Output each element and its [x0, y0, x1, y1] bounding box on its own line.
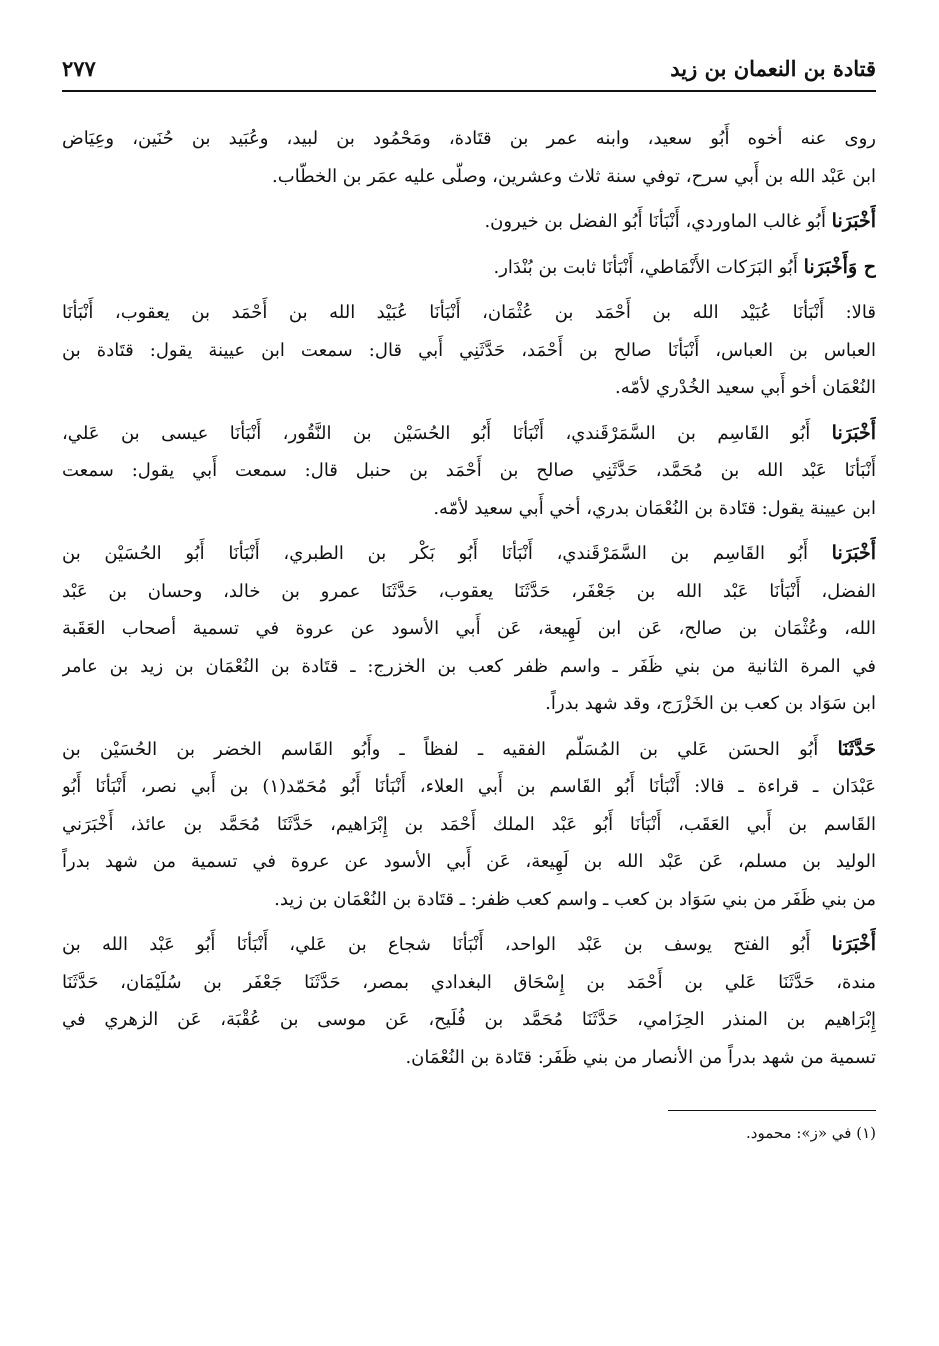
line-text: قالا: أَنْبَأنَا عُبَيْد الله بن أَحْمَد بن عُثْمَان، أَنْبَأنَا عُبَيْد الله بن أَحْمَد بن يعقوب، أَنْبَأنَا — [62, 302, 876, 323]
paragraph — [62, 120, 876, 195]
paragraph-gap — [62, 407, 876, 415]
text-line — [62, 685, 876, 723]
line-text: الله، وعُثْمَان بن صالح، عَن ابن لَهِيعة، عَن أَبي الأسود عن عروة في تسمية أصحاب العَقَبة — [62, 618, 876, 639]
paragraph-gap — [62, 918, 876, 926]
paragraph — [62, 249, 876, 287]
text-line — [62, 731, 876, 769]
text-line — [62, 806, 876, 844]
text-line — [62, 768, 876, 806]
line-text: أَبُو القَاسِم بن السَّمَرْقَندي، أَنْبَأنَا أَبُو بَكْر بن الطبري، أَنْبَأنَا أَبُو الحُسَيْن بن — [62, 543, 832, 564]
page-body — [62, 120, 876, 1076]
text-line — [62, 1001, 876, 1039]
line-text: النُعْمَان أخو أَبي سعيد الخُدْري لأمّه. — [614, 377, 876, 398]
line-text: أَبُو الفتح يوسف بن عَبْد الواحد، أَنْبَأنَا شجاع بن عَلي، أَنْبَأنَا أَبُو عَبْد الله بن — [62, 934, 832, 955]
text-line — [62, 964, 876, 1002]
text-line — [62, 1039, 876, 1077]
text-line — [62, 881, 876, 919]
paragraph — [62, 415, 876, 528]
isnad-keyword: ح وَأَخْبَرَنا — [803, 255, 876, 278]
paragraph-gap — [62, 195, 876, 203]
line-text: الفضل، أَنْبَأنَا عَبْد الله بن جَعْفَر، حَدَّثَنَا يعقوب، حَدَّثَنَا عمرو بن خالد، وحسان بن عَبْد — [62, 580, 876, 602]
book-page — [62, 52, 876, 1145]
running-title: قتادة بن النعمان بن زيد — [670, 56, 876, 81]
isnad-keyword: حَدَّثَنَا — [837, 737, 876, 760]
text-line — [62, 610, 876, 648]
text-line — [62, 369, 876, 407]
footnote-separator — [668, 1110, 876, 1111]
paragraph-gap — [62, 241, 876, 249]
isnad-keyword: أَخْبَرَنا — [831, 421, 876, 444]
isnad-keyword: أَخْبَرَنا — [831, 933, 876, 955]
line-text: إِبْرَاهيم بن المنذر الحِزَامي، حَدَّثَنَا مُحَمَّد بن فُلَيح، عَن موسى بن عُقْبَة، عَن الزهري في — [62, 1009, 876, 1030]
text-line — [62, 452, 876, 490]
line-text: من بني ظَفَر من بني سَوَاد بن كعب ـ واسم كعب ظفر: ـ قتَادة بن النُعْمَان بن زيد. — [274, 888, 876, 910]
text-line — [62, 120, 876, 158]
text-line — [62, 332, 876, 370]
isnad-keyword: أَخْبَرَنا — [831, 542, 876, 564]
page-header — [62, 52, 876, 92]
line-text: أَبُو الحسَن عَلي بن المُسَلّم الفقيه ـ لفظاً ـ وأَبُو القَاسم الخضر بن الحُسَيْن بن — [62, 738, 838, 760]
line-text: ابن سَوَاد بن كعب بن الخَزْرَج، وقد شهد بدراً. — [545, 693, 876, 714]
page-number: ٢٧٧ — [62, 56, 96, 81]
line-text: ابن عيينة يقول: قتَادة بن النُعْمَان بدري، أخي أَبي سعيد لأمّه. — [433, 497, 876, 519]
line-text: في المرة الثانية من بني ظَفَر ـ واسم ظفر كعب بن الخزرج: ـ قتَادة بن النُعْمَان بن زيد بن عامر — [62, 655, 876, 677]
line-text: القَاسم بن أَبي العَقَب، أَنْبَأنَا أَبُو عَبْد الملك أَحْمَد بن إِبْرَاهيم، حَدَّثَنَا مُحَمَّد بن عائذ، أَخْبَرَني — [62, 813, 876, 835]
text-line — [62, 926, 876, 964]
text-line — [62, 415, 876, 453]
line-text: الوليد بن مسلم، عَن عَبْد الله بن لَهِيعة، عَن أَبي الأسود عن عروة في تسمية من شهد بدراً — [62, 851, 876, 872]
paragraph — [62, 535, 876, 723]
text-line — [62, 249, 876, 287]
line-text: العباس بن العباس، أَنْبَأنَا صالح بن أَحْمَد، حَدَّثَنِي أَبي قال: سمعت ابن عيينة يقول: قتَادة بن — [62, 339, 876, 361]
paragraph-gap — [62, 723, 876, 731]
line-text: أَبُو البَرَكات الأَنْمَاطي، أَنْبَأنَا ثابت بن بُنْدَار. — [493, 256, 804, 278]
text-line — [62, 648, 876, 686]
text-line — [62, 843, 876, 881]
footnote: (١) في «ز»: محمود. — [746, 1124, 876, 1142]
paragraph-gap — [62, 286, 876, 294]
text-line — [62, 294, 876, 332]
paragraph — [62, 926, 876, 1076]
line-text: ابن عَبْد الله بن أَبي سرح، توفي سنة ثلاث وعشرين، وصلّى عليه عمَر بن الخطّاب. — [272, 165, 876, 187]
line-text: أَنْبَأنَا عَبْد الله بن مُحَمَّد، حَدَّثَنِي صالح بن أَحْمَد بن حنبل قال: سمعت أَبي يقول: سمعت — [62, 460, 876, 481]
line-text: أَبُو القَاسِم بن السَّمَرْقَندي، أَنْبَأنَا أَبُو الحُسَيْن بن النَّقُور، أَنْبَأنَا عيسى بن عَلي، — [62, 422, 832, 444]
line-text: تسمية من شهد بدراً من الأنصار من بني ظَفَر: قتَادة بن النُعْمَان. — [405, 1046, 876, 1068]
text-line — [62, 158, 876, 196]
line-text: مندة، حَدَّثَنَا عَلي بن أَحْمَد بن إِسْحَاق البغدادي بمصر، حَدَّثَنَا جَعْفَر بن سُلَيْمَان، حَدَّثَنَا — [62, 971, 876, 993]
text-line — [62, 203, 876, 241]
text-line — [62, 573, 876, 611]
line-text: روى عنه أخوه أَبُو سعيد، وابنه عمر بن قتَادة، ومَحْمُود بن لبيد، وعُبَيد بن حُنَين، وعِيَاض — [62, 128, 876, 149]
line-text: عَبْدَان ـ قراءة ـ قالا: أَنْبَأنَا أَبُو القَاسم بن أَبي العلاء، أَنْبَأنَا أَبُو مُحَمّد(١) بن أَبي نصر، أَنْبَأنَا أَبُو — [62, 776, 876, 797]
isnad-keyword: أَخْبَرَنا — [831, 210, 876, 232]
paragraph — [62, 203, 876, 241]
paragraph — [62, 294, 876, 407]
text-line — [62, 535, 876, 573]
paragraph — [62, 731, 876, 919]
line-text: أَبُو غالب الماوردي، أَنْبَأنَا أَبُو الفضل بن خيرون. — [484, 211, 832, 232]
paragraph-gap — [62, 527, 876, 535]
text-line — [62, 490, 876, 528]
